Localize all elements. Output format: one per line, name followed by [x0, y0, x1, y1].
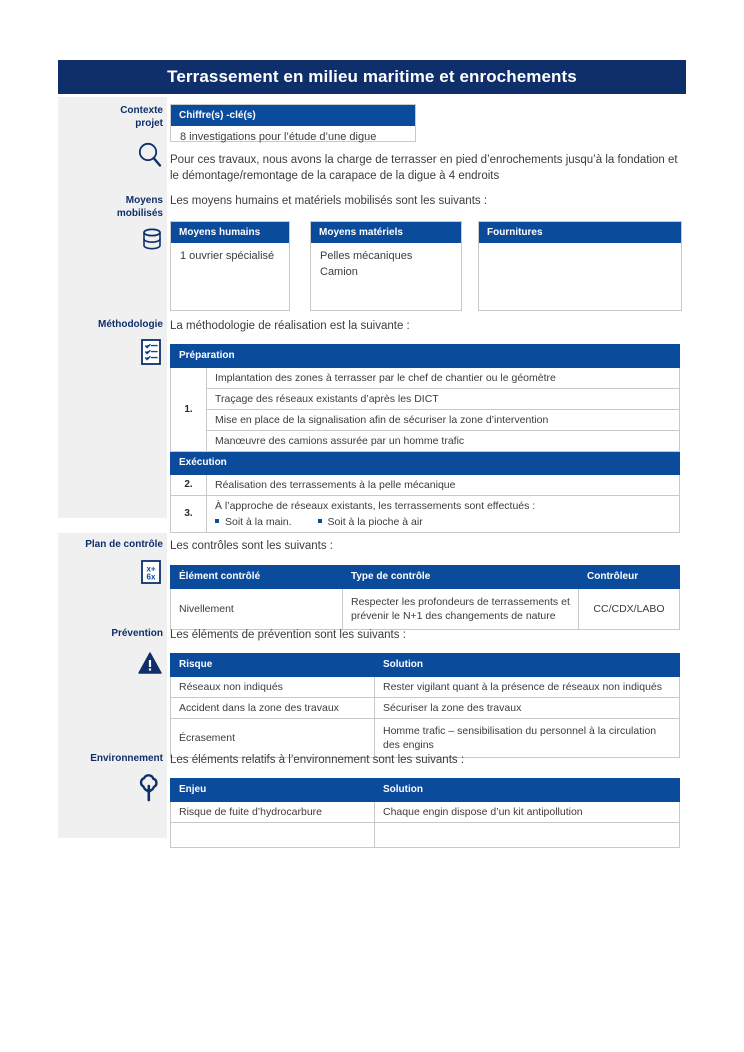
key-figures-value: 8 investigations pour l’étude d’une digue [180, 131, 377, 143]
fournitures-body [479, 243, 681, 253]
database-icon [58, 228, 163, 254]
cell-solution [375, 823, 680, 848]
table-row [171, 345, 680, 368]
warning-triangle-icon [58, 648, 163, 678]
table-row [171, 452, 680, 475]
table-row [171, 802, 680, 823]
methodologie-intro: La méthodologie de réalisation est la suivante : [170, 320, 410, 332]
table-header-row [171, 654, 680, 677]
list-item [215, 515, 292, 529]
sidebar-label-moyens-line2: mobilisés [116, 208, 163, 219]
calculation-icon [58, 557, 163, 587]
table-header-row [171, 566, 680, 589]
cell-solution: Rester vigilant quant à la présence de réseaux non indiqués [375, 677, 680, 698]
sidebar-label-environnement [58, 752, 163, 765]
fournitures-header: Fournitures [479, 222, 681, 243]
tree-icon [58, 772, 163, 804]
sidebar-label-environnement-text: Environnement [90, 753, 163, 764]
methodologie-step-number-1: 1. [171, 368, 207, 452]
methodologie-step-text: À l’approche de réseaux existants, les terrassements sont effectués : [215, 500, 536, 512]
moyens-materiels-item-0: Pelles mécaniques [320, 250, 413, 262]
prevention-table [170, 653, 680, 758]
moyens-materiels-item-1: Camion [320, 266, 358, 278]
col-header-controleur: Contrôleur [579, 566, 680, 589]
page-title: Terrassement en milieu maritime et enrochements [167, 67, 577, 86]
cell-solution: Chaque engin dispose d’un kit antipollution [375, 802, 680, 823]
bullet-text: Soit à la main. [225, 516, 292, 528]
methodologie-step-text: Implantation des zones à terrasser par le chef de chantier ou le géomètre [207, 368, 680, 389]
environnement-intro: Les éléments relatifs à l’environnement sont les suivants : [170, 754, 465, 766]
col-header-enjeu: Enjeu [171, 779, 375, 802]
methodologie-step-text: Manœuvre des camions assurée par un homme trafic [207, 431, 680, 452]
list-item [318, 515, 423, 529]
col-header-solution: Solution [375, 654, 680, 677]
methodologie-step-cell [207, 496, 680, 533]
table-row [171, 431, 680, 452]
cell-type-controle: Respecter les profondeurs de terrassements et prévenir le N+1 des changements de nature [343, 589, 579, 630]
magnifier-icon [58, 140, 163, 170]
methodologie-step-text: Réalisation des terrassements à la pelle mécanique [207, 475, 680, 496]
sidebar-label-methodologie [58, 318, 163, 331]
moyens-materiels-box [310, 221, 462, 311]
table-row [171, 823, 680, 848]
table-header-row [171, 779, 680, 802]
sidebar-label-methodologie-text: Méthodologie [98, 319, 163, 330]
cell-risque: Écrasement [171, 719, 375, 758]
col-header-solution: Solution [375, 779, 680, 802]
methodologie-band-execution: Exécution [171, 452, 680, 475]
sidebar-label-plan-de-controle [58, 538, 163, 551]
methodologie-step-bullets [215, 515, 671, 529]
col-header-type-controle: Type de contrôle [343, 566, 579, 589]
table-row [171, 368, 680, 389]
cell-enjeu: Risque de fuite d’hydrocarbure [171, 802, 375, 823]
prevention-intro: Les éléments de prévention sont les suivants : [170, 629, 406, 641]
sidebar-label-prevention [58, 627, 163, 640]
methodologie-step-text: Mise en place de la signalisation afin de sécuriser la zone d’intervention [207, 410, 680, 431]
bullet-square-icon [318, 519, 322, 523]
bullet-text: Soit à la pioche à air [327, 516, 423, 528]
plan-controle-table [170, 565, 680, 630]
sidebar-label-contexte-line2: projet [135, 118, 163, 129]
moyens-materiels-header: Moyens matériels [311, 222, 461, 243]
table-row [171, 698, 680, 719]
contexte-paragraph: Pour ces travaux, nous avons la charge de terrasser en pied d’enrochements jusqu’à la fondation et le démontage/remontage de la carapace de la digue à 4 endroits [170, 154, 678, 182]
document-title-bar [58, 60, 686, 94]
table-row [171, 475, 680, 496]
col-header-risque: Risque [171, 654, 375, 677]
methodologie-step-number-3: 3. [171, 496, 207, 533]
table-row [171, 677, 680, 698]
bullet-square-icon [215, 519, 219, 523]
sidebar-label-plan-controle-text: Plan de contrôle [85, 539, 163, 550]
sidebar-label-prevention-text: Prévention [111, 628, 163, 639]
table-row [171, 389, 680, 410]
environnement-table [170, 778, 680, 848]
cell-solution: Homme trafic – sensibilisation du personnel à la circulation des engins [375, 719, 680, 758]
methodologie-band-preparation: Préparation [171, 345, 680, 368]
cell-enjeu [171, 823, 375, 848]
sidebar-label-moyens-line1: Moyens [125, 195, 163, 206]
key-figures-header: Chiffre(s) -clé(s) [171, 105, 415, 126]
fournitures-box [478, 221, 682, 311]
plan-controle-intro: Les contrôles sont les suivants : [170, 540, 333, 552]
svg-text:x+: x+ [146, 564, 156, 574]
cell-risque: Réseaux non indiqués [171, 677, 375, 698]
moyens-intro: Les moyens humains et matériels mobilisés sont les suivants : [170, 195, 488, 207]
moyens-humains-box [170, 221, 290, 311]
methodologie-step-text: Traçage des réseaux existants d’après les DICT [207, 389, 680, 410]
sidebar-label-moyens-mobilises [58, 194, 163, 220]
table-row [171, 589, 680, 630]
cell-controleur: CC/CDX/LABO [579, 589, 680, 630]
cell-solution: Sécuriser la zone des travaux [375, 698, 680, 719]
methodologie-table [170, 344, 680, 533]
sidebar-label-contexte-projet [58, 104, 163, 130]
cell-element-controle: Nivellement [171, 589, 343, 630]
table-row [171, 410, 680, 431]
cell-risque: Accident dans la zone des travaux [171, 698, 375, 719]
methodologie-step-number-2: 2. [171, 475, 207, 496]
col-header-element-controle: Élément contrôlé [171, 566, 343, 589]
moyens-humains-header: Moyens humains [171, 222, 289, 243]
svg-text:6x: 6x [146, 572, 156, 582]
key-figures-box [170, 104, 416, 142]
sidebar-label-contexte-line1: Contexte [120, 105, 163, 116]
checklist-icon [58, 337, 163, 367]
moyens-humains-item-0: 1 ouvrier spécialisé [180, 250, 275, 262]
table-row [171, 496, 680, 533]
